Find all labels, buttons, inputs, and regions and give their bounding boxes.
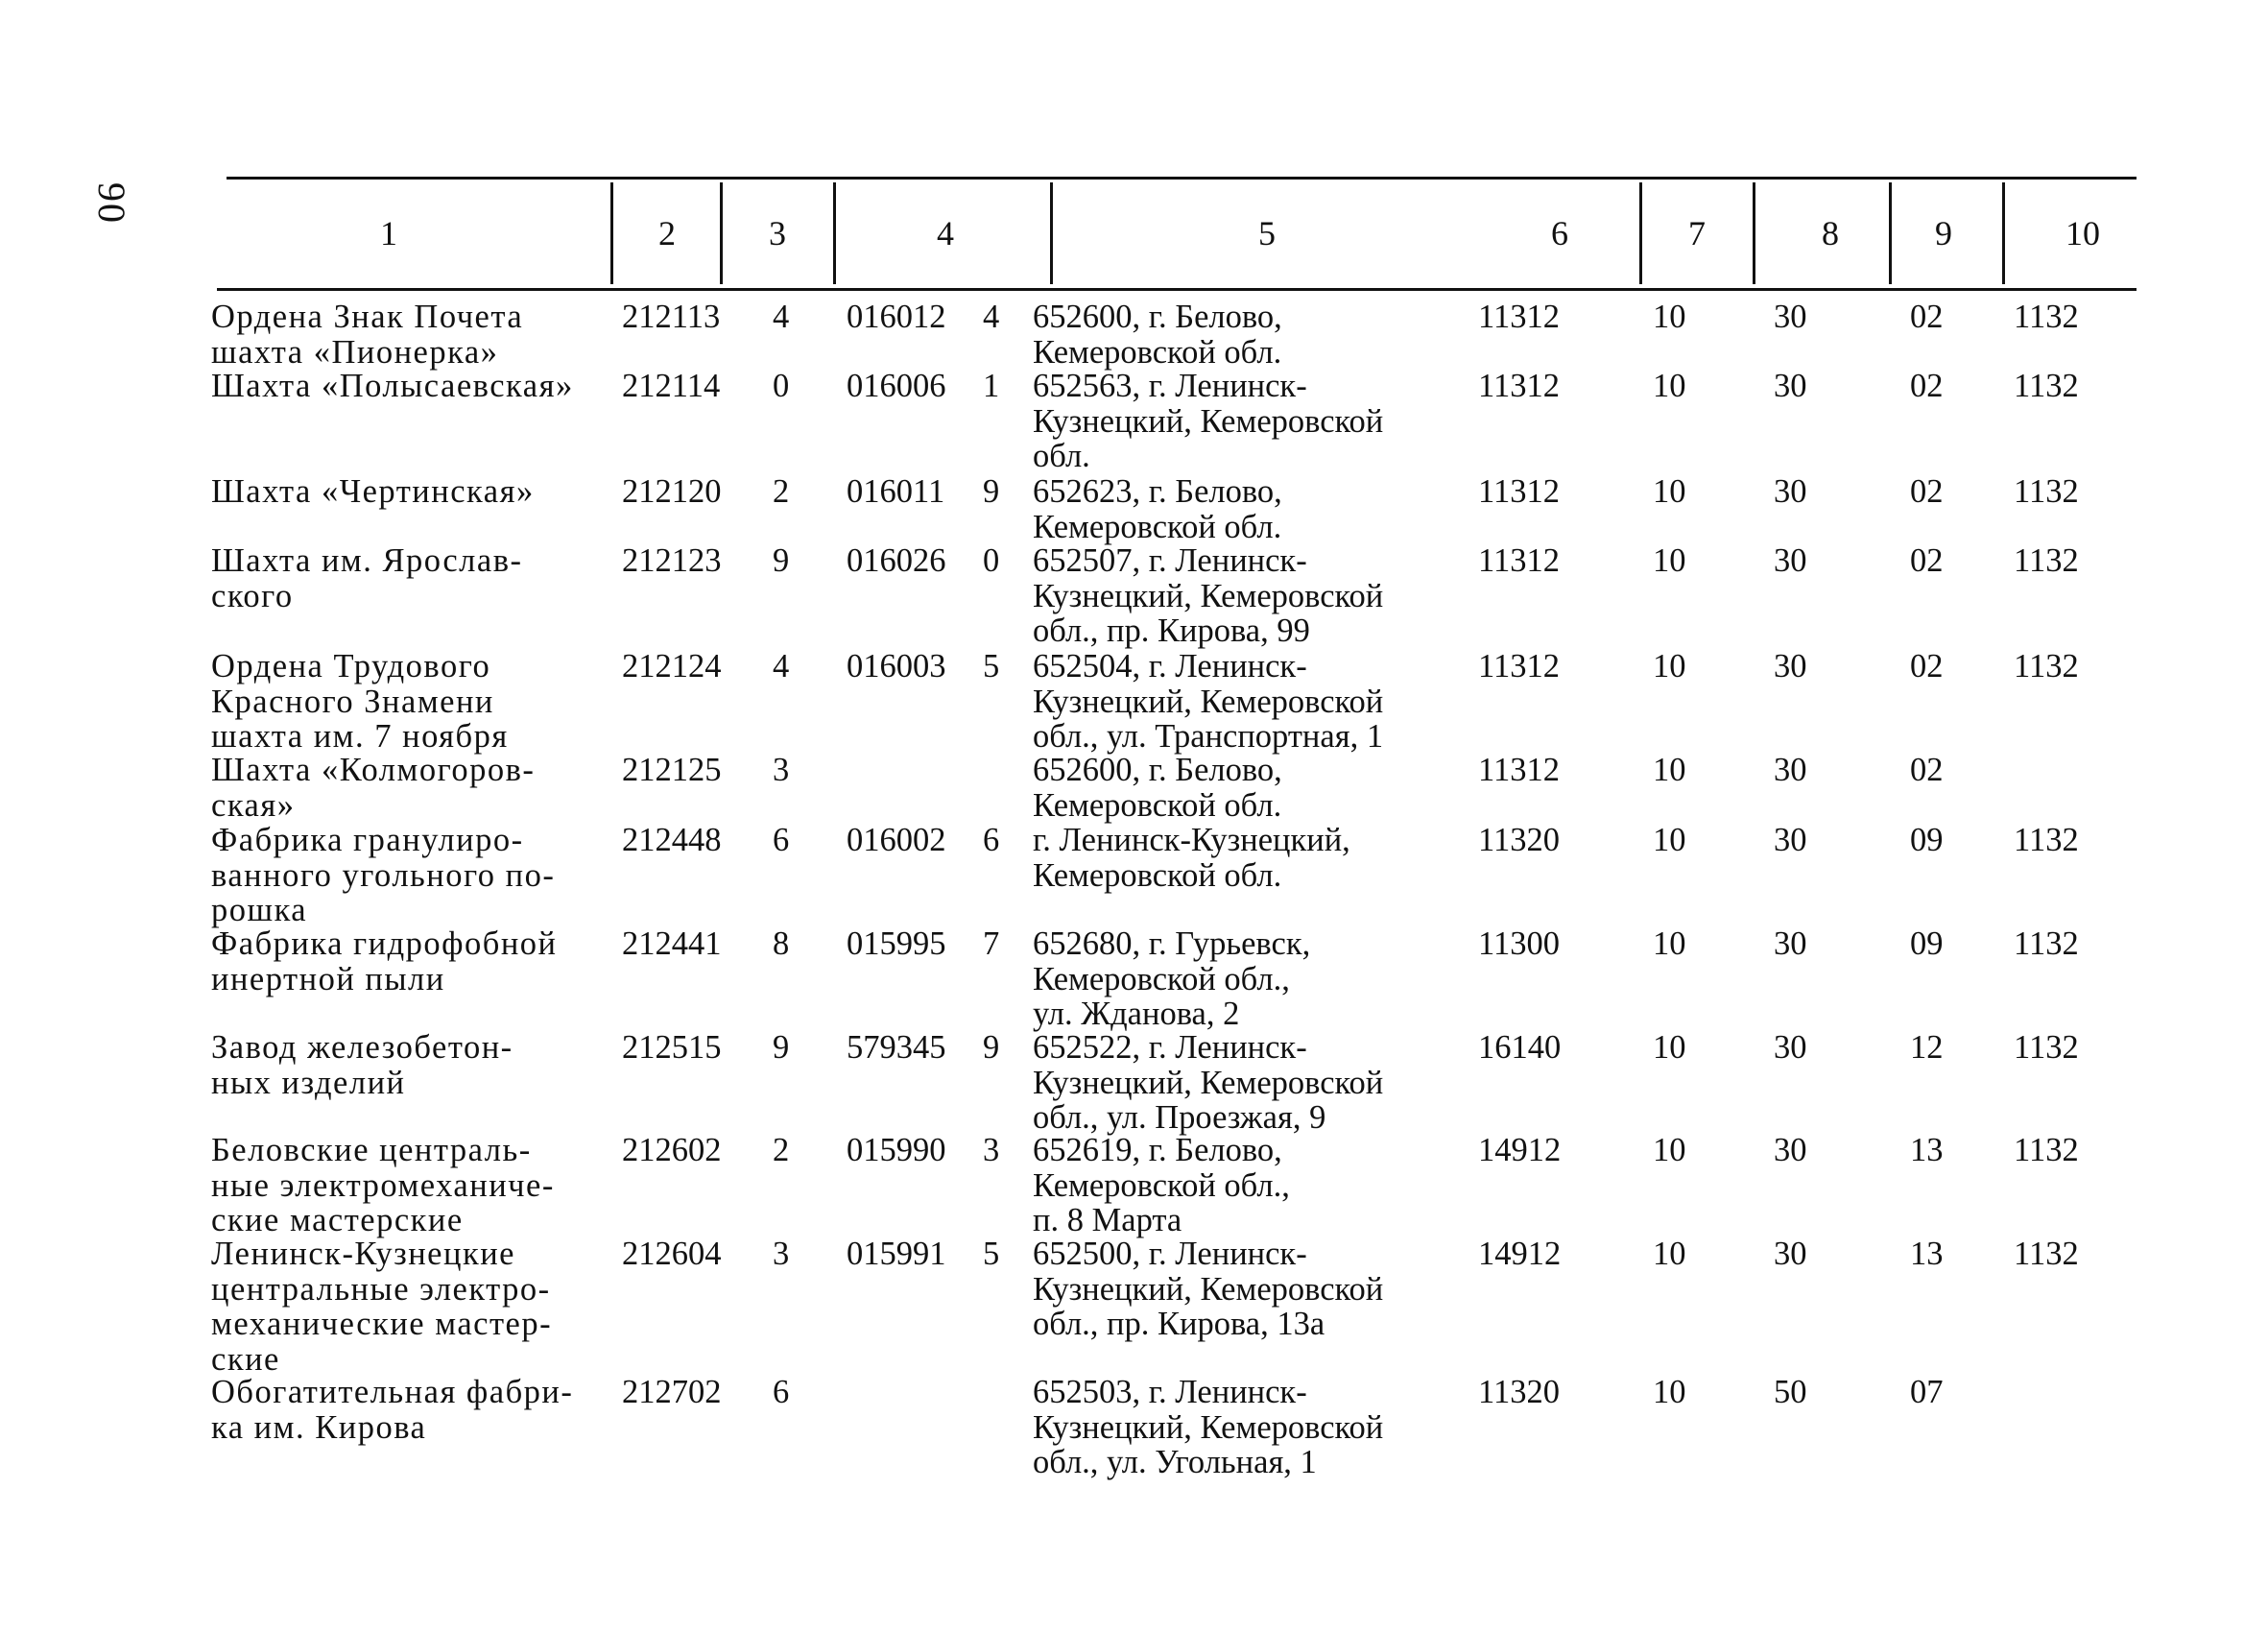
cell-col-2: 212602 [622, 1132, 722, 1168]
cell-col-6: 11320 [1478, 822, 1560, 858]
cell-col-4-check: 6 [983, 822, 1000, 858]
cell-col-4-check: 7 [983, 925, 1000, 962]
cell-col-9: 02 [1910, 752, 1944, 788]
cell-col-10: 1132 [2014, 1029, 2079, 1066]
cell-col-2: 212125 [622, 752, 722, 788]
enterprise-name-line: механические мастер- [211, 1306, 553, 1342]
column-divider [1753, 182, 1755, 284]
enterprise-name-line: шахта «Пионерка» [211, 333, 499, 371]
cell-col-4-check: 9 [983, 1029, 1000, 1066]
cell-col-10: 1132 [2014, 368, 2079, 404]
cell-col-3: 3 [773, 752, 790, 788]
cell-col-3: 4 [773, 299, 790, 335]
address [1033, 1375, 1465, 1480]
cell-col-7: 10 [1653, 299, 1686, 335]
cell-col-2: 212114 [622, 368, 721, 404]
cell-col-3: 6 [773, 1374, 790, 1410]
cell-col-2: 212123 [622, 542, 722, 579]
cell-col-10: 1132 [2014, 299, 2079, 335]
enterprise-name-line: Ордена Знак Почета [211, 299, 524, 335]
cell-col-7: 10 [1653, 542, 1686, 579]
cell-col-4-check: 5 [983, 1236, 1000, 1272]
enterprise-name-line: ская» [211, 786, 296, 824]
cell-col-6: 11312 [1478, 368, 1560, 404]
address [1033, 474, 1465, 544]
cell-col-4-check: 4 [983, 299, 1000, 335]
cell-col-7: 10 [1653, 1132, 1686, 1168]
enterprise-name-line: Фабрика гидрофобной [211, 925, 558, 962]
cell-col-8: 30 [1774, 299, 1807, 335]
address-line: 652623, г. Белово, [1033, 473, 1282, 510]
cell-col-8: 30 [1774, 1132, 1807, 1168]
cell-col-4: 579345 [847, 1029, 946, 1066]
header-col-4: 4 [937, 214, 954, 252]
address-line: обл., ул. Проезжая, 9 [1033, 1099, 1326, 1136]
cell-col-4-check: 5 [983, 648, 1000, 684]
cell-col-4-check: 9 [983, 473, 1000, 510]
cell-col-7: 10 [1653, 1236, 1686, 1272]
cell-col-10: 1132 [2014, 822, 2079, 858]
cell-col-9: 02 [1910, 542, 1944, 579]
column-divider [2002, 182, 2005, 284]
enterprise-name [211, 1030, 605, 1100]
address-line: Кузнецкий, Кемеровской [1033, 1408, 1384, 1446]
cell-col-7: 10 [1653, 1029, 1686, 1066]
enterprise-name-line: Шахта «Полысаевская» [211, 368, 574, 404]
address [1033, 300, 1465, 370]
cell-col-6: 11312 [1478, 542, 1560, 579]
address [1033, 753, 1465, 823]
cell-col-6: 11312 [1478, 752, 1560, 788]
cell-col-6: 11300 [1478, 925, 1560, 962]
cell-col-9: 09 [1910, 822, 1944, 858]
enterprise-name-line: Шахта «Чертинская» [211, 473, 535, 510]
cell-col-10: 1132 [2014, 473, 2079, 510]
cell-col-3: 9 [773, 1029, 790, 1066]
enterprise-name-line: Обогатительная фабри- [211, 1374, 574, 1410]
address-line: обл., пр. Кирова, 13а [1033, 1306, 1325, 1342]
enterprise-name-line: ванного угольного по- [211, 856, 556, 894]
enterprise-name-line: ские [211, 1340, 280, 1378]
cell-col-7: 10 [1653, 752, 1686, 788]
cell-col-3: 9 [773, 542, 790, 579]
enterprise-name-line: Красного Знамени [211, 683, 494, 720]
address-line: Кузнецкий, Кемеровской [1033, 1064, 1384, 1101]
cell-col-2: 212604 [622, 1236, 722, 1272]
cell-col-2: 212441 [622, 925, 722, 962]
address-line: обл., пр. Кирова, 99 [1033, 612, 1310, 649]
enterprise-name [211, 753, 605, 823]
cell-col-6: 11312 [1478, 299, 1560, 335]
cell-col-2: 212448 [622, 822, 722, 858]
cell-col-2: 212113 [622, 299, 721, 335]
header-col-3: 3 [769, 214, 786, 252]
cell-col-7: 10 [1653, 822, 1686, 858]
address [1033, 1030, 1465, 1136]
enterprise-name [211, 1237, 605, 1377]
cell-col-8: 30 [1774, 752, 1807, 788]
header-col-5: 5 [1258, 214, 1276, 252]
header-col-6: 6 [1551, 214, 1568, 252]
cell-col-8: 30 [1774, 473, 1807, 510]
address-line: п. 8 Марта [1033, 1202, 1182, 1238]
address-line: Кузнецкий, Кемеровской [1033, 1270, 1384, 1308]
cell-col-9: 02 [1910, 473, 1944, 510]
column-divider [1639, 182, 1642, 284]
cell-col-7: 10 [1653, 368, 1686, 404]
enterprise-name-line: ка им. Кирова [211, 1408, 427, 1446]
cell-col-8: 30 [1774, 925, 1807, 962]
address-line: Кемеровской обл., [1033, 960, 1290, 997]
address-line: Кемеровской обл. [1033, 333, 1282, 371]
header-col-9: 9 [1935, 214, 1952, 252]
cell-col-3: 8 [773, 925, 790, 962]
address-line: г. Ленинск-Кузнецкий, [1033, 822, 1350, 858]
cell-col-2: 212702 [622, 1374, 722, 1410]
cell-col-8: 30 [1774, 1236, 1807, 1272]
address-line: Кузнецкий, Кемеровской [1033, 577, 1384, 614]
address-line: Кемеровской обл. [1033, 508, 1282, 545]
cell-col-8: 30 [1774, 368, 1807, 404]
cell-col-3: 0 [773, 368, 790, 404]
enterprise-name [211, 543, 605, 613]
cell-col-8: 30 [1774, 1029, 1807, 1066]
address-line: Кузнецкий, Кемеровской [1033, 402, 1384, 440]
cell-col-6: 16140 [1478, 1029, 1562, 1066]
cell-col-9: 09 [1910, 925, 1944, 962]
column-divider [833, 182, 836, 284]
cell-col-8: 30 [1774, 822, 1807, 858]
cell-col-10: 1132 [2014, 1236, 2079, 1272]
cell-col-4: 016012 [847, 299, 946, 335]
enterprise-name [211, 474, 605, 510]
enterprise-name [211, 1375, 605, 1445]
column-divider [1050, 182, 1053, 284]
cell-col-10: 1132 [2014, 542, 2079, 579]
cell-col-9: 13 [1910, 1132, 1944, 1168]
address-line: 652600, г. Белово, [1033, 299, 1282, 335]
enterprise-name-line: шахта им. 7 ноября [211, 718, 509, 755]
enterprise-name-line: Завод железобетон- [211, 1029, 513, 1066]
cell-col-7: 10 [1653, 473, 1686, 510]
enterprise-name-line: Беловские централь- [211, 1132, 532, 1168]
address-line: Кемеровской обл. [1033, 786, 1282, 824]
cell-col-10: 1132 [2014, 925, 2079, 962]
table-header-rule [217, 288, 2137, 291]
address-line: 652504, г. Ленинск- [1033, 648, 1307, 684]
cell-col-3: 3 [773, 1236, 790, 1272]
address-line: 652507, г. Ленинск- [1033, 542, 1307, 579]
cell-col-9: 02 [1910, 299, 1944, 335]
enterprise-name-line: центральные электро- [211, 1270, 551, 1308]
cell-col-3: 6 [773, 822, 790, 858]
address-line: 652680, г. Гурьевск, [1033, 925, 1311, 962]
enterprise-name-line: рошка [211, 892, 308, 928]
cell-col-4: 016026 [847, 542, 946, 579]
address-line: Кемеровской обл., [1033, 1166, 1290, 1204]
address [1033, 926, 1465, 1032]
enterprise-name-line: Ордена Трудового [211, 648, 491, 684]
address-line: 652600, г. Белово, [1033, 752, 1282, 788]
page-number: 90 [90, 182, 133, 225]
address-line: 652500, г. Ленинск- [1033, 1236, 1307, 1272]
address [1033, 649, 1465, 755]
cell-col-6: 11320 [1478, 1374, 1560, 1410]
cell-col-9: 02 [1910, 648, 1944, 684]
cell-col-3: 4 [773, 648, 790, 684]
header-col-8: 8 [1822, 214, 1839, 252]
cell-col-3: 2 [773, 1132, 790, 1168]
cell-col-6: 11312 [1478, 648, 1560, 684]
enterprise-name-line: ные электромеханиче- [211, 1166, 555, 1204]
cell-col-6: 11312 [1478, 473, 1560, 510]
cell-col-9: 02 [1910, 368, 1944, 404]
cell-col-4-check: 0 [983, 542, 1000, 579]
enterprise-name [211, 649, 605, 755]
cell-col-2: 212124 [622, 648, 722, 684]
cell-col-2: 212515 [622, 1029, 722, 1066]
cell-col-7: 10 [1653, 648, 1686, 684]
cell-col-4-check: 3 [983, 1132, 1000, 1168]
address-line: ул. Жданова, 2 [1033, 996, 1240, 1032]
column-divider [720, 182, 723, 284]
cell-col-4: 016006 [847, 368, 946, 404]
address [1033, 369, 1465, 474]
enterprise-name [211, 369, 605, 404]
cell-col-9: 07 [1910, 1374, 1944, 1410]
enterprise-name-line: ского [211, 577, 294, 614]
cell-col-3: 2 [773, 473, 790, 510]
enterprise-name [211, 823, 605, 928]
header-col-2: 2 [658, 214, 676, 252]
cell-col-10: 1132 [2014, 648, 2079, 684]
address-line: обл., ул. Транспортная, 1 [1033, 718, 1384, 755]
address-line: 652522, г. Ленинск- [1033, 1029, 1307, 1066]
enterprise-name [211, 1133, 605, 1238]
cell-col-6: 14912 [1478, 1132, 1562, 1168]
address [1033, 543, 1465, 649]
address-line: обл. [1033, 438, 1090, 474]
enterprise-name-line: ных изделий [211, 1064, 406, 1101]
header-col-10: 10 [2065, 214, 2100, 252]
address [1033, 1237, 1465, 1342]
address-line: 652563, г. Ленинск- [1033, 368, 1307, 404]
address [1033, 1133, 1465, 1238]
enterprise-name-line: инертной пыли [211, 960, 445, 997]
cell-col-6: 14912 [1478, 1236, 1562, 1272]
cell-col-10: 1132 [2014, 1132, 2079, 1168]
address-line: Кузнецкий, Кемеровской [1033, 683, 1384, 720]
cell-col-9: 12 [1910, 1029, 1944, 1066]
cell-col-4: 015995 [847, 925, 946, 962]
cell-col-4: 015991 [847, 1236, 946, 1272]
header-col-1: 1 [380, 214, 397, 252]
column-divider [1889, 182, 1892, 284]
cell-col-4-check: 1 [983, 368, 1000, 404]
cell-col-4: 016011 [847, 473, 945, 510]
cell-col-2: 212120 [622, 473, 722, 510]
cell-col-7: 10 [1653, 925, 1686, 962]
header-col-7: 7 [1688, 214, 1706, 252]
cell-col-8: 50 [1774, 1374, 1807, 1410]
cell-col-4: 016003 [847, 648, 946, 684]
enterprise-name-line: ские мастерские [211, 1202, 464, 1238]
enterprise-name-line: Фабрика гранулиро- [211, 822, 524, 858]
table-top-rule [227, 177, 2137, 180]
address [1033, 823, 1465, 893]
cell-col-4: 016002 [847, 822, 946, 858]
address-line: обл., ул. Угольная, 1 [1033, 1444, 1317, 1480]
address-line: Кемеровской обл. [1033, 856, 1282, 894]
cell-col-7: 10 [1653, 1374, 1686, 1410]
enterprise-name-line: Шахта им. Ярослав- [211, 542, 523, 579]
enterprise-name-line: Ленинск-Кузнецкие [211, 1236, 515, 1272]
column-divider [610, 182, 613, 284]
enterprise-name-line: Шахта «Колмогоров- [211, 752, 536, 788]
cell-col-8: 30 [1774, 648, 1807, 684]
enterprise-name [211, 300, 605, 370]
address-line: 652619, г. Белово, [1033, 1132, 1282, 1168]
cell-col-9: 13 [1910, 1236, 1944, 1272]
enterprise-name [211, 926, 605, 997]
cell-col-4: 015990 [847, 1132, 946, 1168]
address-line: 652503, г. Ленинск- [1033, 1374, 1307, 1410]
cell-col-8: 30 [1774, 542, 1807, 579]
